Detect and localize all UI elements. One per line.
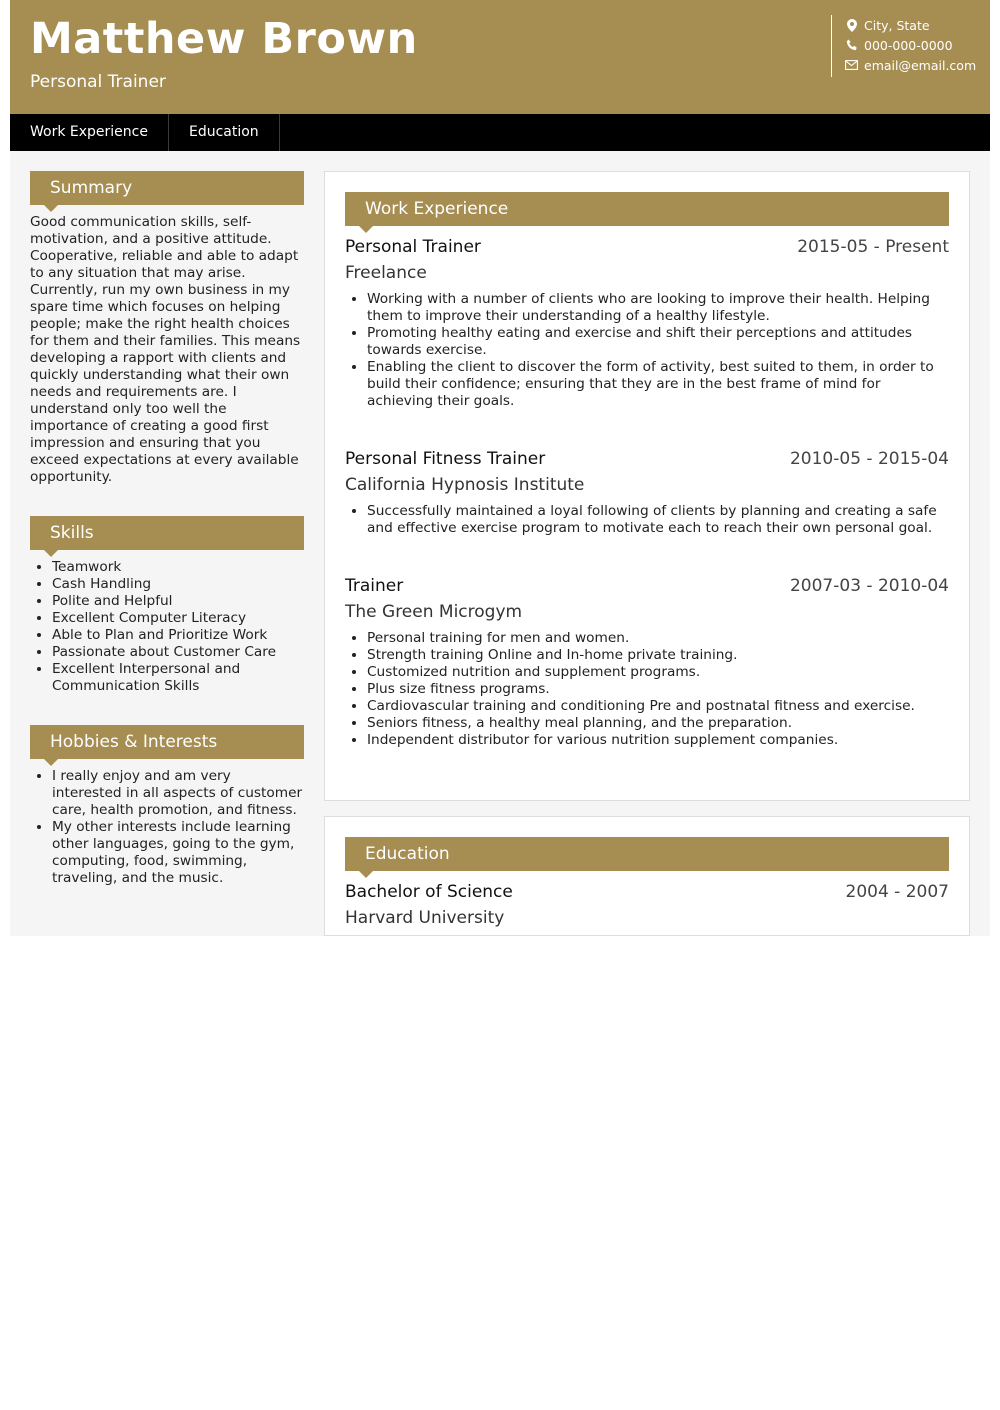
- skills-heading: Skills: [30, 516, 304, 550]
- nav-education[interactable]: Education: [169, 114, 280, 151]
- resume-page: [10, 0, 990, 936]
- skill-item: • Cash Handling: [52, 576, 304, 593]
- job-header: [345, 449, 949, 471]
- job-bullet: • Customized nutrition and supplement programs.: [367, 664, 949, 681]
- contact-phone: [845, 35, 976, 55]
- job-entry: [345, 449, 949, 537]
- location-text: City, State: [864, 17, 930, 33]
- phone-text: 000-000-0000: [864, 37, 953, 53]
- skills-list: [30, 559, 304, 695]
- job-bullets: [345, 291, 949, 410]
- job-bullet: • Personal training for men and women.: [367, 630, 949, 647]
- map-pin-icon: [845, 19, 858, 32]
- summary-text: Good communication skills, self-motivation, and a positive attitude. Cooperative, reliable and able to adapt to any situation that may arise. Currently, run my own business in my spare time which focuses on helping people; make the right health choices for them and their families. This means developing a rapport with clients and quickly understanding what their own needs and requirements are. I understand only too well the importance of creating a good first impression and ensuring that you exceed expectations at every available opportunity.: [30, 214, 301, 485]
- sidebar: [30, 171, 304, 917]
- hobby-item: • My other interests include learning other languages, going to the gym, computing, food, swimming, traveling, and the music.: [52, 819, 304, 887]
- skill-item: • Excellent Computer Literacy: [52, 610, 304, 627]
- hobbies-list: [30, 768, 304, 887]
- candidate-role: Personal Trainer: [30, 72, 166, 92]
- hobby-item: • I really enjoy and am very interested in all aspects of customer care, health promotion, and fitness.: [52, 768, 304, 819]
- contact-location: [845, 15, 976, 35]
- job-dates: 2007-03 - 2010-04: [789, 576, 949, 596]
- email-text[interactable]: email@email.com: [864, 57, 977, 73]
- phone-icon: [845, 39, 858, 52]
- job-title: Personal Trainer: [345, 237, 481, 257]
- job-organization: The Green Microgym: [345, 602, 523, 622]
- job-header: [345, 576, 949, 598]
- work-experience-heading: Work Experience: [345, 192, 949, 226]
- education-heading: Education: [345, 837, 949, 871]
- skill-item: • Passionate about Customer Care: [52, 644, 304, 661]
- skill-item: • Polite and Helpful: [52, 593, 304, 610]
- work-experience-card: [324, 171, 970, 801]
- nav-work-experience[interactable]: Work Experience: [10, 114, 169, 151]
- job-dates: 2015-05 - Present: [797, 237, 949, 257]
- job-bullet: • Strength training Online and In-home private training.: [367, 647, 949, 664]
- job-title: Personal Fitness Trainer: [345, 449, 546, 469]
- education-card: [324, 816, 970, 936]
- job-organization: California Hypnosis Institute: [345, 475, 585, 495]
- job-bullet: • Independent distributor for various nutrition supplement companies.: [367, 732, 949, 749]
- candidate-name: Matthew Brown: [30, 14, 418, 64]
- job-organization: Freelance: [345, 263, 427, 283]
- job-bullet: • Plus size fitness programs.: [367, 681, 949, 698]
- job-dates: 2010-05 - 2015-04: [789, 449, 949, 469]
- resume-body: [10, 151, 990, 936]
- job-bullet: • Successfully maintained a loyal following of clients by planning and creating a safe and effective exercise program to motivate each to reach their own personal goal.: [367, 503, 949, 537]
- job-bullet: • Enabling the client to discover the form of activity, best suited to them, in order to build their confidence; ensuring that they are in the best frame of mind for achieving their goals.: [367, 359, 949, 410]
- envelope-icon: [845, 59, 858, 72]
- job-bullet: • Promoting healthy eating and exercise and shift their perceptions and attitudes towards exercise.: [367, 325, 949, 359]
- degree-title: Bachelor of Science: [345, 882, 513, 902]
- section-nav: [10, 114, 990, 151]
- hobbies-heading: Hobbies & Interests: [30, 725, 304, 759]
- education-dates: 2004 - 2007: [845, 882, 949, 902]
- skills-section: [30, 516, 304, 695]
- summary-heading: Summary: [30, 171, 304, 205]
- job-title: Trainer: [345, 576, 404, 596]
- job-entry: [345, 576, 949, 749]
- education-header: [345, 882, 949, 904]
- hobbies-section: [30, 725, 304, 887]
- job-bullet: • Cardiovascular training and conditioning Pre and postnatal fitness and exercise.: [367, 698, 949, 715]
- skill-item: • Able to Plan and Prioritize Work: [52, 627, 304, 644]
- contact-info: [831, 15, 976, 77]
- job-bullets: [345, 630, 949, 749]
- job-bullet: • Seniors fitness, a healthy meal planning, and the preparation.: [367, 715, 949, 732]
- resume-header: [10, 0, 990, 114]
- contact-email: [845, 55, 976, 75]
- summary-section: [30, 171, 304, 486]
- skill-item: • Excellent Interpersonal and Communication Skills: [52, 661, 304, 695]
- job-bullets: [345, 503, 949, 537]
- education-entry: [345, 882, 949, 930]
- job-entry: [345, 237, 949, 410]
- job-header: [345, 237, 949, 259]
- job-bullet: • Working with a number of clients who are looking to improve their health. Helping them to improve their understanding of a healthy lifestyle.: [367, 291, 949, 325]
- school-name: Harvard University: [345, 908, 505, 928]
- skill-item: • Teamwork: [52, 559, 304, 576]
